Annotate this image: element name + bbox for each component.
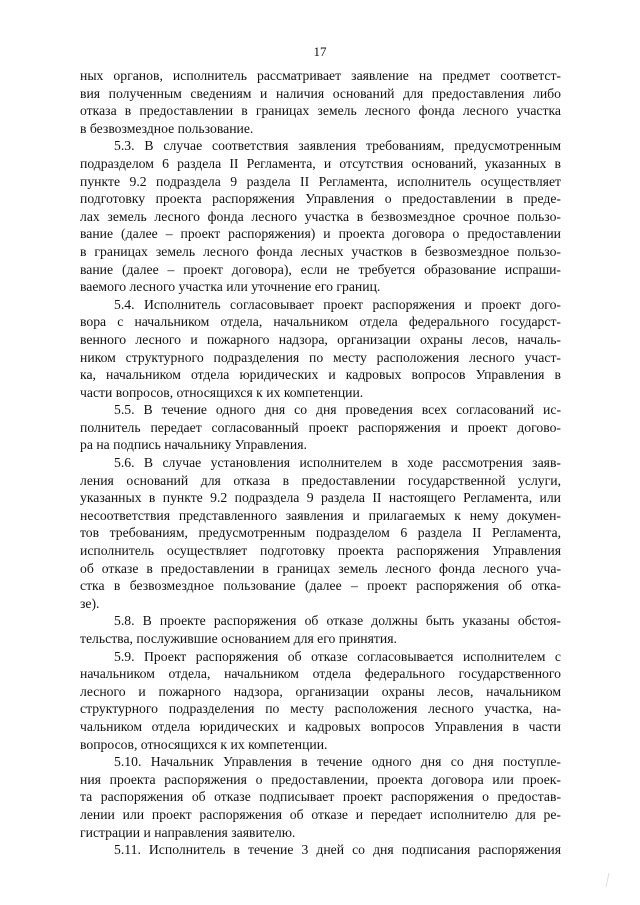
text-line: та распоряжения об отказе подписывает проект распоряжения о предостав- (80, 789, 561, 805)
text-line: пункте 9.2 подраздела 9 раздела II Регламента, исполнитель осуществляет (80, 173, 561, 189)
text-line: ка, начальником отдела юридических и кадровых вопросов Управления в (80, 367, 561, 383)
text-line: ра на подпись начальнику Управления. (80, 437, 307, 453)
text-line: начальником отдела, начальником отдела федерального государственного (80, 666, 561, 682)
text-line: чальником отдела юридических и кадровых вопросов Управления в части (80, 718, 561, 734)
text-line: в границах земель лесного фонда лесных участков в безвозмездное пользо- (80, 243, 561, 259)
text-line: 5.6. В случае установления исполнителем в ходе рассмотрения заяв- (114, 455, 561, 471)
text-line: ления оснований для отказа в предоставлении государственной услуги, (80, 472, 561, 488)
text-line: ником структурного подразделения по месту расположения лесного участ- (80, 349, 561, 365)
scan-mark (606, 873, 620, 887)
text-line: вание (далее – проект распоряжения) и проекта договора о предоставлении (80, 226, 561, 242)
text-line: лесного и пожарного надзора, организации охраны лесов, начальником (80, 683, 561, 699)
text-line: 5.9. Проект распоряжения об отказе согласовывается исполнителем с (114, 648, 561, 664)
text-line: тов требованиям, предусмотренным подразделом 6 раздела II Регламента, (80, 525, 561, 541)
text-line: вора с начальником отдела, начальником отдела федерального государст- (80, 314, 561, 330)
paragraph-5-9 (80, 648, 561, 754)
text-line: лах земель лесного фонда лесного участка в безвозмездное срочное пользо- (80, 208, 561, 224)
page-number: 17 (313, 44, 327, 59)
text-line: венного лесного и пожарного надзора, организации охраны лесов, началь- (80, 331, 561, 347)
text-line: вопросов, относящихся к их компетенции. (80, 736, 328, 752)
paragraph-5-6 (80, 454, 561, 612)
text-line: зе). (80, 595, 100, 611)
text-line: 5.11. Исполнитель в течение 3 дней со дня подписания распоряжения (114, 842, 561, 858)
text-line: части вопросов, относящихся к их компетенции. (80, 384, 364, 400)
text-line: структурного подразделения по месту расположения лесного участка, на- (80, 701, 561, 717)
text-line: вия полученным сведениям и наличия оснований для предоставления либо (80, 85, 561, 101)
text-line: об отказе в предоставлении в границах земель лесного фонда лесного уча- (80, 560, 561, 576)
paragraph-5-5 (80, 401, 561, 454)
text-line: 5.3. В случае соответствия заявления требованиям, предусмотренным (114, 138, 561, 154)
paragraph-5-11 (80, 841, 561, 859)
text-line: несоответствия представленного заявления и прилагаемых к нему докумен- (80, 507, 561, 523)
text-line: 5.10. Начальник Управления в течение одного дня со дня поступле- (114, 754, 561, 770)
text-line: отказа в предоставлении в границах земель лесного фонда лесного участка (80, 103, 561, 119)
paragraph-5-8 (80, 612, 561, 647)
text-line: тельства, послужившие основанием для его принятия. (80, 631, 397, 646)
paragraph-5-10 (80, 753, 561, 841)
text-line: ния проекта распоряжения о предоставлении, проекта договора или проек- (80, 771, 561, 787)
text-line: 5.8. В проекте распоряжения об отказе должны быть указаны обстоя- (114, 613, 561, 629)
text-line: 5.5. В течение одного дня со дня проведения всех согласований ис- (114, 402, 561, 418)
text-line: гистрации и направления заявителю. (80, 824, 296, 840)
text-line: ных органов, исполнитель рассматривает заявление на предмет соответст- (80, 68, 561, 83)
text-line: 5.4. Исполнитель согласовывает проект распоряжения и проект дого- (114, 296, 561, 312)
text-line: подразделом 6 раздела II Регламента, и отсутствия оснований, указанных в (80, 155, 561, 171)
document-body (80, 67, 561, 859)
text-line: стка в безвозмездное пользование (далее – проект распоряжения об отка- (80, 578, 561, 594)
text-line: вание (далее – проект договора), если не требуется образование испраши- (80, 261, 561, 277)
text-line: ваемого лесного участка или уточнение его границ. (80, 279, 381, 295)
paragraph-continuation (80, 67, 561, 137)
text-line: подготовку проекта распоряжения Управления о предоставлении в преде- (80, 191, 561, 207)
text-line: указанных в пункте 9.2 подраздела 9 раздела II настоящего Регламента, или (80, 490, 561, 506)
paragraph-5-3 (80, 137, 561, 295)
text-line: в безвозмездное пользование. (80, 120, 254, 136)
text-line: полнитель передает согласованный проект распоряжения и проект догово- (80, 419, 561, 435)
text-line: лении или проект распоряжения об отказе и передает исполнителю для ре- (80, 806, 561, 822)
paragraph-5-4 (80, 296, 561, 402)
text-line: исполнитель осуществляет подготовку проекта распоряжения Управления (80, 543, 561, 559)
